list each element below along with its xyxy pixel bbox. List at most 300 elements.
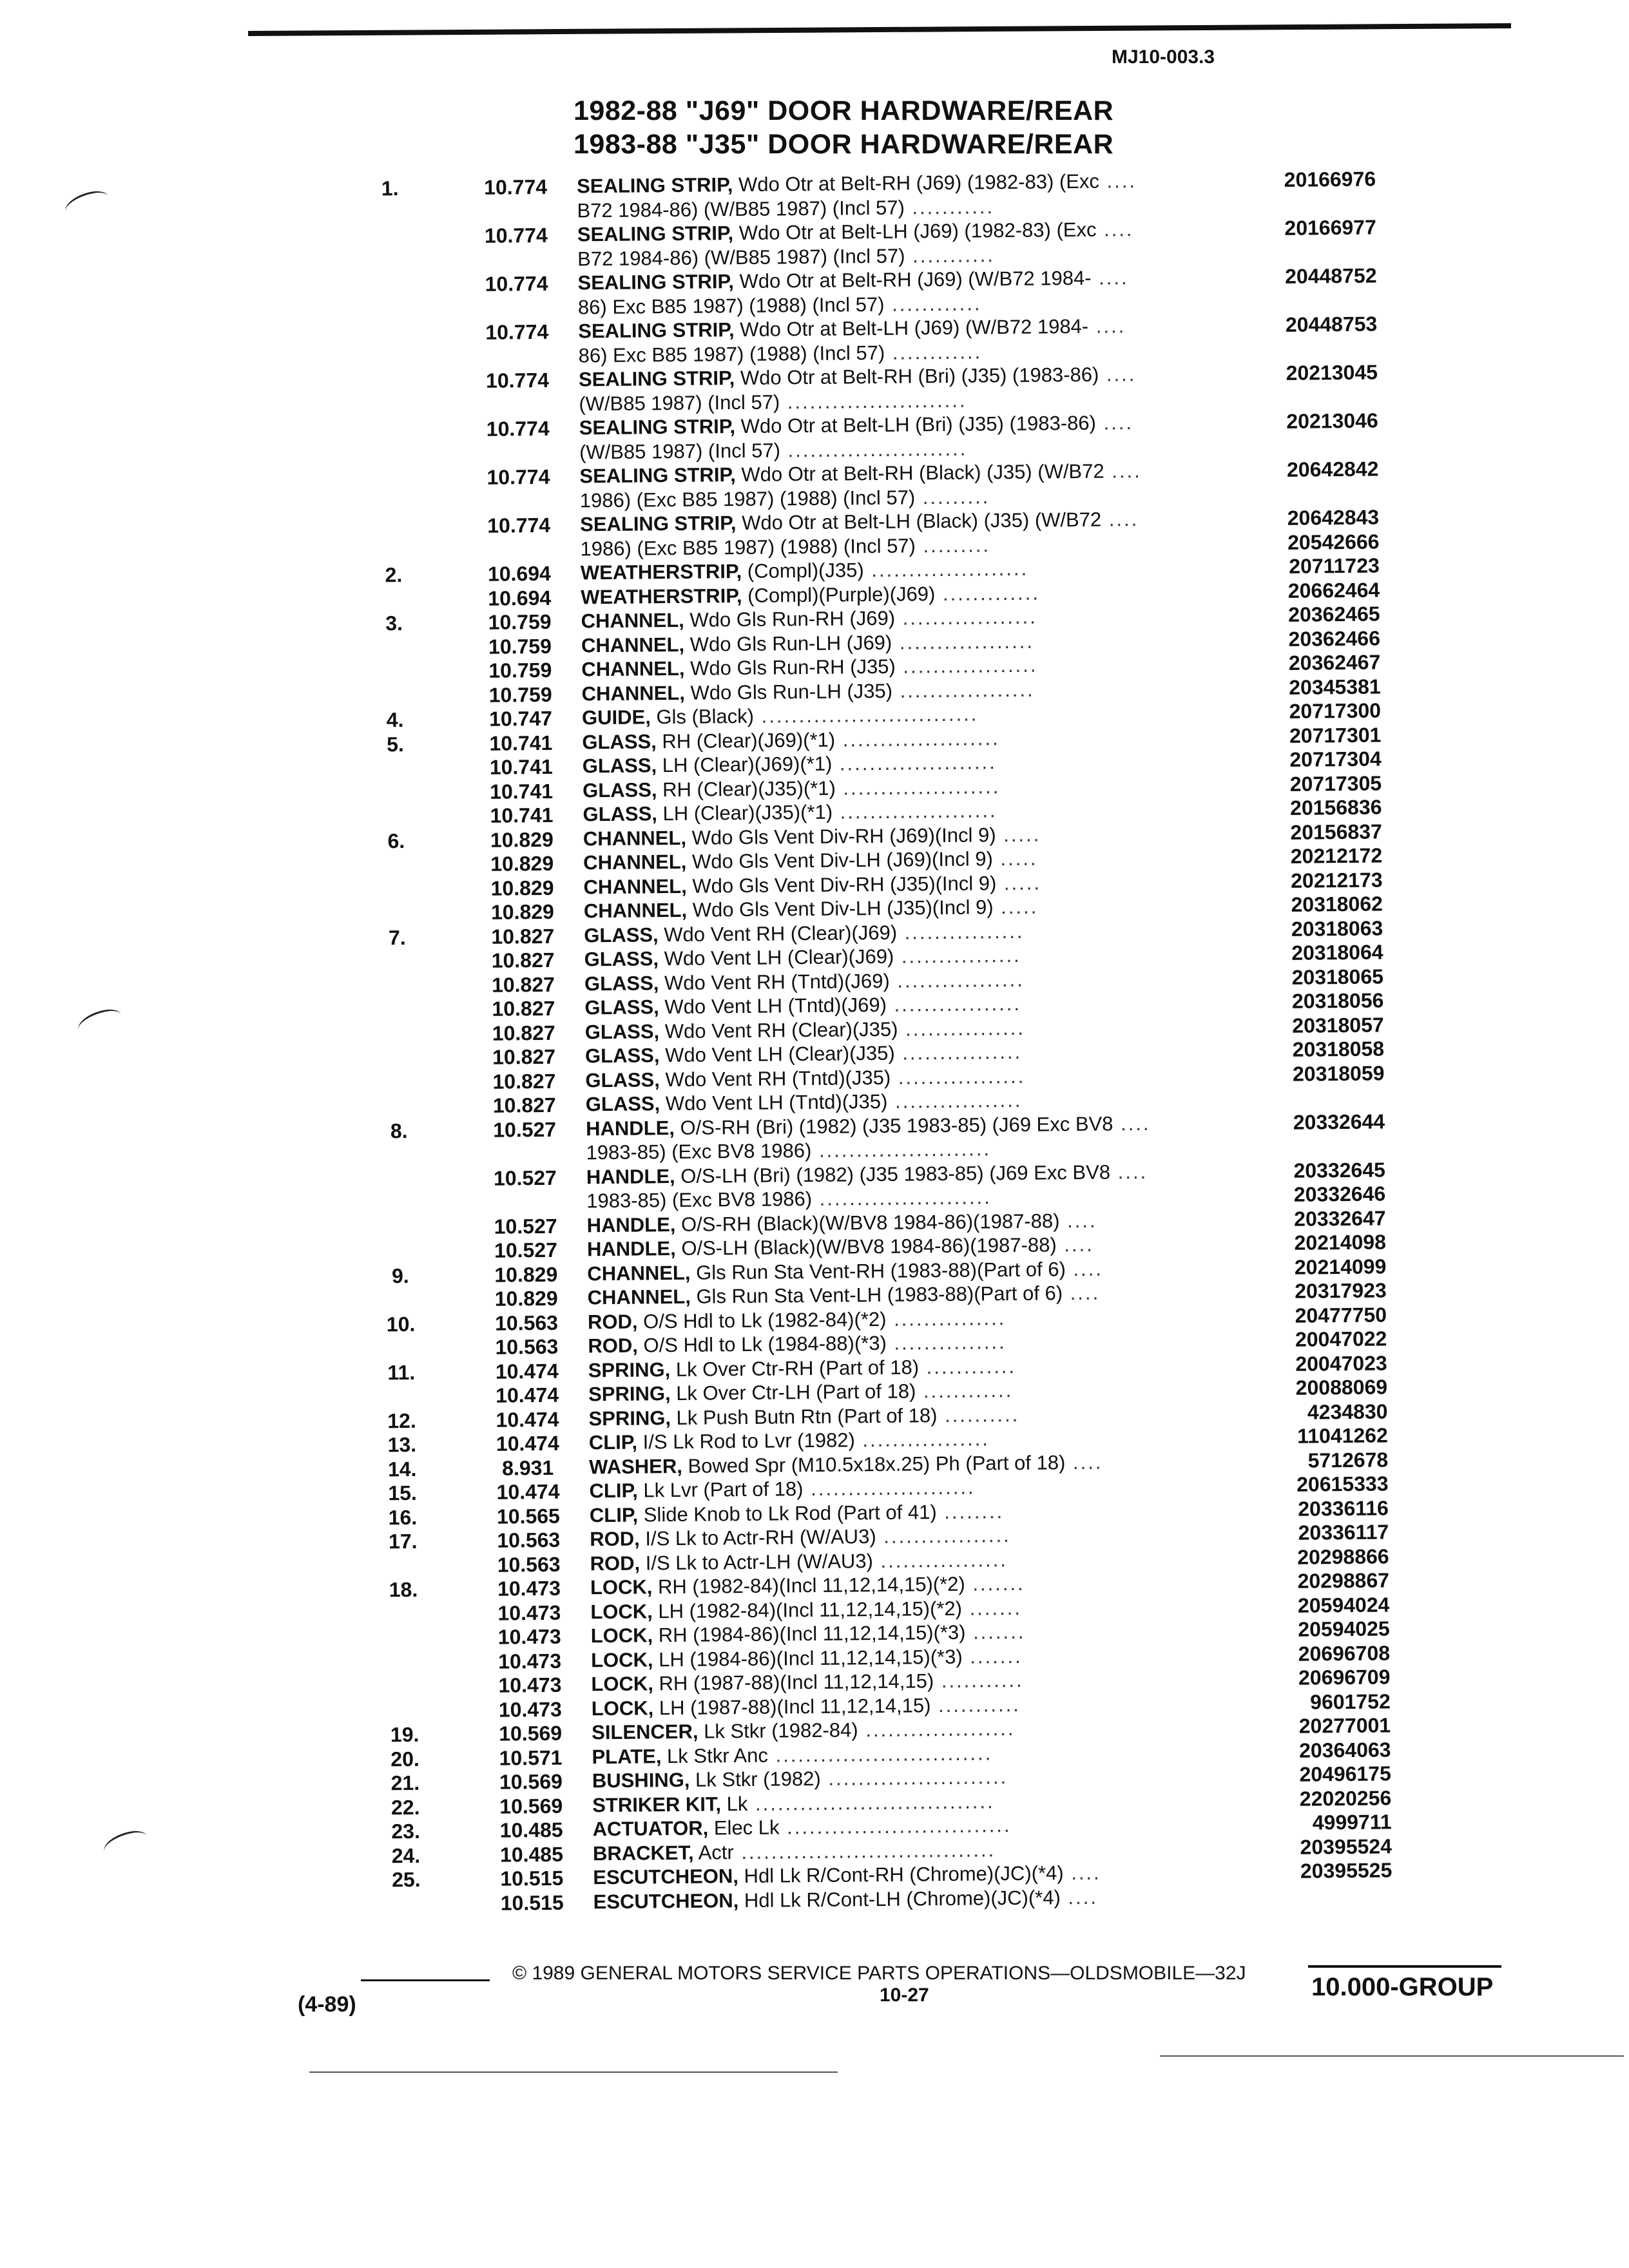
part-description bbox=[588, 1331, 1007, 1358]
part-description bbox=[579, 459, 1142, 488]
part-number: 20336116 bbox=[1298, 1495, 1389, 1521]
part-number: 4234830 bbox=[1307, 1399, 1388, 1424]
item-number bbox=[376, 756, 415, 757]
part-detail: RH (Clear)(J35)(*1) bbox=[662, 776, 836, 801]
part-detail: RH (1984-86)(Incl 11,12,14,15)(*3) bbox=[658, 1620, 966, 1647]
part-detail: B72 1984-86) (W/B85 1987) (Incl 57) bbox=[577, 244, 905, 270]
part-name: LOCK, bbox=[591, 1672, 654, 1696]
part-number: 20214098 bbox=[1294, 1230, 1387, 1254]
part-detail: LH (1984-86)(Incl 11,12,14,15)(*3) bbox=[658, 1645, 963, 1671]
leader-dots: ............ bbox=[885, 340, 983, 364]
item-number bbox=[381, 1288, 420, 1289]
leader-dots: .... bbox=[1101, 508, 1139, 531]
part-detail: Wdo Gls Vent Div-LH (J35)(Incl 9) bbox=[692, 896, 994, 921]
part-name: LOCK, bbox=[590, 1624, 653, 1648]
leader-dots: ........................ bbox=[780, 437, 968, 461]
part-description bbox=[578, 314, 1126, 343]
part-detail: (W/B85 1987) (Incl 57) bbox=[579, 438, 781, 463]
part-description bbox=[592, 1765, 1008, 1792]
part-description bbox=[583, 751, 997, 778]
item-number: 24. bbox=[391, 1843, 421, 1867]
section-number: 10.563 bbox=[495, 1334, 559, 1359]
part-name: GUIDE, bbox=[581, 706, 651, 729]
part-number: 20594024 bbox=[1297, 1592, 1390, 1617]
leader-dots: ................. bbox=[889, 968, 1025, 992]
section-number: 10.741 bbox=[489, 754, 553, 779]
item-number bbox=[376, 780, 415, 781]
leader-dots: ....................... bbox=[811, 1137, 992, 1162]
item-number bbox=[372, 345, 410, 346]
leader-dots: ............ bbox=[918, 1354, 1017, 1378]
part-detail: Wdo Otr at Belt-RH (J69) (W/B72 1984- bbox=[739, 266, 1092, 293]
item-number bbox=[375, 635, 414, 636]
leader-dots: .... bbox=[1056, 1233, 1094, 1256]
section-number: 10.563 bbox=[497, 1552, 561, 1577]
part-name: SPRING, bbox=[588, 1358, 671, 1381]
part-detail: (W/B85 1987) (Incl 57) bbox=[579, 390, 780, 415]
part-detail: Lk Lvr (Part of 18) bbox=[643, 1477, 804, 1502]
part-number: 20696708 bbox=[1298, 1640, 1391, 1666]
part-description bbox=[586, 1111, 1151, 1140]
part-name: SPRING, bbox=[588, 1406, 671, 1430]
part-detail: B72 1984-86) (W/B85 1987) (Incl 57) bbox=[577, 196, 905, 222]
section-number: 10.827 bbox=[491, 972, 555, 997]
part-number: 20318064 bbox=[1291, 940, 1383, 965]
part-description bbox=[577, 266, 1128, 294]
part-number: 4999711 bbox=[1312, 1810, 1392, 1834]
part-name: GLASS, bbox=[584, 923, 659, 947]
part-description bbox=[588, 1307, 1007, 1334]
item-number bbox=[380, 1191, 419, 1192]
section-number: 10.759 bbox=[488, 682, 552, 707]
section-number: 10.774 bbox=[484, 223, 548, 247]
part-number: 20642843 bbox=[1287, 505, 1380, 530]
part-name: CLIP, bbox=[588, 1430, 638, 1454]
section-number: 10.527 bbox=[494, 1238, 558, 1262]
part-description bbox=[588, 1403, 1019, 1430]
leader-dots: ........... bbox=[905, 243, 996, 267]
part-detail: (Compl)(J35) bbox=[747, 559, 864, 582]
section-number: 10.774 bbox=[486, 416, 550, 441]
part-number: 20717301 bbox=[1289, 722, 1382, 747]
item-number: 10. bbox=[386, 1312, 416, 1336]
section-number: 10.774 bbox=[487, 513, 551, 537]
part-name: SPRING, bbox=[588, 1382, 671, 1406]
part-description bbox=[589, 1476, 975, 1503]
section-number: 10.571 bbox=[499, 1745, 563, 1770]
section-number: 10.527 bbox=[493, 1117, 557, 1142]
part-detail: Wdo Vent RH (Tntd)(J35) bbox=[665, 1066, 891, 1091]
part-detail: Wdo Gls Vent Div-RH (J35)(Incl 9) bbox=[692, 871, 997, 898]
part-number: 20332644 bbox=[1293, 1109, 1385, 1134]
part-detail: Wdo Otr at Belt-LH (J69) (W/B72 1984- bbox=[740, 314, 1089, 341]
part-description bbox=[577, 218, 1134, 246]
part-description bbox=[584, 992, 1021, 1020]
part-detail: RH (Clear)(J69)(*1) bbox=[662, 728, 836, 753]
part-number: 20662464 bbox=[1287, 577, 1380, 602]
copyright-notice: © 1989 GENERAL MOTORS SERVICE PARTS OPERATIONS—OLDSMOBILE—32J bbox=[512, 1963, 1246, 1984]
leader-dots: ............................. bbox=[753, 702, 979, 727]
section-number: 8.931 bbox=[501, 1456, 554, 1480]
section-number: 10.827 bbox=[492, 1044, 556, 1069]
bottom-rule bbox=[1160, 2055, 1624, 2057]
part-number: 20317923 bbox=[1295, 1278, 1387, 1303]
leader-dots: ............................. bbox=[767, 1741, 993, 1767]
item-number bbox=[379, 1022, 418, 1023]
item-number bbox=[379, 1046, 418, 1047]
part-number: 20318059 bbox=[1292, 1061, 1385, 1086]
leader-dots: ..................... bbox=[832, 799, 998, 823]
leader-dots: .... bbox=[1065, 1257, 1104, 1280]
part-name: SEALING STRIP, bbox=[579, 415, 736, 439]
item-number: 15. bbox=[388, 1481, 417, 1505]
item-number bbox=[374, 490, 412, 491]
part-description bbox=[585, 1041, 1022, 1068]
part-name: CHANNEL, bbox=[583, 850, 687, 874]
leader-dots: .... bbox=[1096, 218, 1134, 241]
part-number: 9601752 bbox=[1310, 1689, 1391, 1714]
leader-dots: ................ bbox=[896, 919, 1025, 944]
part-name: LOCK, bbox=[591, 1696, 654, 1720]
section-number: 10.774 bbox=[485, 271, 548, 296]
leader-dots: ............... bbox=[886, 1306, 1007, 1331]
section-number: 10.473 bbox=[497, 1600, 561, 1625]
part-detail: Wdo Vent RH (Tntd)(J69) bbox=[664, 969, 890, 994]
part-description bbox=[588, 1379, 1013, 1406]
page-title-line-2: 1983-88 "J35" DOOR HARDWARE/REAR bbox=[574, 129, 1114, 160]
section-number: 10.827 bbox=[491, 948, 555, 972]
footer-rule bbox=[1308, 1965, 1501, 1968]
part-number: 20395524 bbox=[1300, 1834, 1393, 1859]
section-number: 10.759 bbox=[488, 610, 552, 634]
part-detail: Hdl Lk R/Cont-RH (Chrome)(JC)(*4) bbox=[744, 1861, 1064, 1888]
part-name: ROD, bbox=[590, 1527, 640, 1551]
part-description bbox=[590, 1596, 1022, 1623]
item-number: 8. bbox=[390, 1119, 408, 1142]
part-number: 20047022 bbox=[1295, 1327, 1387, 1351]
part-number: 20542666 bbox=[1287, 529, 1380, 554]
leader-dots: ..................... bbox=[835, 774, 1001, 800]
part-name: BUSHING, bbox=[592, 1768, 690, 1792]
part-description bbox=[592, 1693, 1021, 1720]
part-detail: Lk Stkr (1982) bbox=[695, 1767, 821, 1791]
part-detail: Wdo Gls Vent Div-RH (J69)(Incl 9) bbox=[691, 823, 996, 849]
part-description bbox=[587, 1233, 1094, 1262]
part-description bbox=[577, 169, 1137, 198]
part-detail: 1986) (Exc B85 1987) (1988) (Incl 57) bbox=[580, 533, 916, 560]
part-number: 20318057 bbox=[1292, 1012, 1384, 1037]
section-number: 10.827 bbox=[492, 1093, 556, 1117]
section-number: 10.759 bbox=[488, 634, 552, 658]
top-rule bbox=[248, 23, 1511, 36]
leader-dots: ..... bbox=[996, 871, 1042, 894]
section-number: 10.747 bbox=[488, 706, 553, 731]
section-number: 10.485 bbox=[499, 1842, 564, 1867]
part-description bbox=[583, 775, 1001, 802]
leader-dots: ..................... bbox=[863, 557, 1029, 582]
item-number bbox=[378, 901, 416, 902]
part-name: ACTUATOR, bbox=[592, 1816, 709, 1841]
part-number: 20345381 bbox=[1289, 674, 1381, 699]
part-description bbox=[582, 702, 979, 729]
leader-dots: ....... bbox=[965, 1620, 1026, 1644]
part-description bbox=[592, 1814, 1011, 1841]
item-number: 13. bbox=[387, 1432, 417, 1457]
item-number: 16. bbox=[388, 1505, 418, 1529]
leader-dots: ....................... bbox=[811, 1186, 992, 1210]
part-detail: O/S-RH (Bri) (1982) (J35 1983-85) (J69 Exc BV8 bbox=[680, 1111, 1113, 1139]
part-number: 20332647 bbox=[1294, 1206, 1386, 1231]
leader-dots: ....... bbox=[965, 1571, 1025, 1595]
section-number: 10.827 bbox=[491, 924, 555, 948]
part-description bbox=[588, 1354, 1017, 1381]
part-name: SEALING STRIP, bbox=[578, 318, 735, 343]
part-detail: LH (1982-84)(Incl 11,12,14,15)(*2) bbox=[658, 1597, 963, 1622]
part-name: CHANNEL, bbox=[587, 1261, 691, 1285]
section-number: 10.474 bbox=[495, 1359, 559, 1383]
part-number: 20156837 bbox=[1290, 819, 1382, 844]
part-description bbox=[583, 847, 1038, 875]
part-detail: Elec Lk bbox=[713, 1816, 780, 1840]
part-number: 20594025 bbox=[1298, 1617, 1390, 1641]
section-number: 10.515 bbox=[500, 1890, 564, 1915]
item-number bbox=[379, 1070, 418, 1071]
leader-dots: ................. bbox=[887, 1088, 1023, 1113]
section-number: 10.694 bbox=[487, 561, 552, 586]
item-number: 25. bbox=[391, 1867, 421, 1892]
part-detail: Wdo Gls Run-RH (J69) bbox=[689, 606, 896, 631]
part-number: 20717304 bbox=[1289, 747, 1382, 771]
part-name: ROD, bbox=[590, 1552, 641, 1575]
section-number: 10.759 bbox=[488, 658, 552, 682]
part-detail: Actr bbox=[698, 1840, 734, 1864]
part-name: CHANNEL, bbox=[583, 874, 687, 898]
item-number bbox=[378, 998, 417, 999]
part-name: GLASS, bbox=[582, 729, 657, 753]
part-detail: Gls Run Sta Vent-LH (1983-88)(Part of 6) bbox=[696, 1282, 1063, 1308]
part-description bbox=[577, 244, 995, 271]
part-detail: I/S Lk to Actr-RH (W/AU3) bbox=[645, 1525, 876, 1550]
item-number: 18. bbox=[389, 1577, 418, 1602]
part-description bbox=[586, 1137, 991, 1164]
part-number: 20362465 bbox=[1288, 602, 1380, 626]
part-name: CHANNEL, bbox=[583, 826, 687, 850]
part-description bbox=[582, 678, 1035, 706]
part-name: SILENCER, bbox=[591, 1720, 699, 1744]
section-number: 10.515 bbox=[500, 1866, 564, 1890]
item-number bbox=[385, 1626, 423, 1627]
part-name: ROD, bbox=[587, 1310, 638, 1333]
part-number: 20214099 bbox=[1294, 1254, 1387, 1279]
parts-list bbox=[0, 165, 1629, 1920]
leader-dots: .... bbox=[1110, 1160, 1148, 1184]
part-description bbox=[585, 1064, 1025, 1092]
part-number: 20711723 bbox=[1289, 553, 1380, 578]
part-number: 20615333 bbox=[1296, 1472, 1389, 1496]
leader-dots: ............. bbox=[935, 581, 1041, 605]
leader-dots: ........... bbox=[904, 195, 995, 219]
part-description bbox=[581, 654, 1037, 682]
part-detail: Lk Over Ctr-RH (Part of 18) bbox=[675, 1355, 920, 1381]
part-description bbox=[592, 1717, 1016, 1744]
part-description bbox=[579, 411, 1134, 439]
leader-dots: .... bbox=[1065, 1450, 1103, 1474]
item-number: 12. bbox=[387, 1408, 416, 1432]
part-description bbox=[578, 292, 982, 319]
part-detail: Wdo Otr at Belt-LH (Bri) (J35) (1983-86) bbox=[740, 411, 1097, 437]
part-detail: Wdo Gls Run-LH (J69) bbox=[689, 631, 892, 656]
part-name: WEATHERSTRIP, bbox=[581, 584, 742, 608]
part-description bbox=[583, 823, 1041, 850]
part-detail: Gls Run Sta Vent-RH (1983-88)(Part of 6) bbox=[695, 1257, 1066, 1284]
item-number bbox=[385, 1650, 423, 1651]
part-detail: RH (1982-84)(Incl 11,12,14,15)(*2) bbox=[657, 1572, 965, 1599]
part-detail: 1986) (Exc B85 1987) (1988) (Incl 57) bbox=[579, 485, 916, 512]
part-name: HANDLE, bbox=[586, 1213, 676, 1236]
leader-dots: .... bbox=[1099, 169, 1137, 193]
part-detail: Lk Over Ctr-LH (Part of 18) bbox=[676, 1379, 916, 1405]
part-detail: Wdo Otr at Belt-LH (J69) (1982-83) (Exc bbox=[738, 218, 1097, 244]
part-number: 20318063 bbox=[1291, 916, 1383, 941]
leader-dots: .................. bbox=[895, 653, 1038, 678]
part-name: SEALING STRIP, bbox=[579, 463, 736, 488]
part-number: 22020256 bbox=[1299, 1785, 1392, 1811]
part-description bbox=[584, 968, 1025, 995]
part-detail: RH (1987-88)(Incl 11,12,14,15) bbox=[659, 1669, 934, 1695]
leader-dots: .... bbox=[1062, 1281, 1101, 1305]
leader-dots: .... bbox=[1113, 1111, 1151, 1135]
part-number: 20362467 bbox=[1288, 650, 1381, 675]
part-detail: Wdo Otr at Belt-RH (Bri) (J35) (1983-86) bbox=[740, 363, 1099, 389]
section-number: 10.829 bbox=[490, 851, 554, 876]
part-detail: O/S-RH (Black)(W/BV8 1984-86)(1987-88) bbox=[680, 1209, 1060, 1236]
part-description bbox=[581, 606, 1037, 633]
leader-dots: .................................. bbox=[733, 1838, 996, 1863]
part-description bbox=[590, 1500, 1005, 1527]
item-number bbox=[373, 418, 412, 419]
part-number: 20717300 bbox=[1289, 698, 1382, 723]
leader-dots: ......... bbox=[915, 533, 991, 557]
part-detail: Slide Knob to Lk Rod (Part of 41) bbox=[643, 1500, 937, 1526]
item-number bbox=[372, 297, 410, 298]
bottom-rule bbox=[309, 2071, 838, 2073]
part-detail: Wdo Vent LH (Tntd)(J69) bbox=[664, 993, 887, 1019]
part-description bbox=[584, 896, 1039, 923]
item-number bbox=[371, 200, 409, 201]
leader-dots: ................ bbox=[898, 1016, 1026, 1041]
leader-dots: ................. bbox=[876, 1524, 1011, 1548]
part-name: SEALING STRIP, bbox=[577, 222, 734, 246]
part-detail: Bowed Spr (M10.5x18x.25) Ph (Part of 18) bbox=[688, 1450, 1066, 1477]
part-description bbox=[582, 727, 1000, 754]
part-detail: Wdo Gls Run-LH (J35) bbox=[690, 679, 893, 704]
part-description bbox=[577, 195, 994, 222]
part-description bbox=[583, 871, 1041, 899]
part-detail: Gls (Black) bbox=[656, 704, 755, 729]
part-name: GLASS, bbox=[582, 778, 657, 802]
part-number: 20477750 bbox=[1295, 1302, 1387, 1327]
section-number: 10.741 bbox=[489, 731, 553, 755]
leader-dots: ....... bbox=[962, 1644, 1023, 1668]
part-name: GLASS, bbox=[582, 754, 657, 778]
leader-dots: .............................. bbox=[779, 1814, 1012, 1839]
item-number bbox=[371, 225, 410, 226]
part-description bbox=[585, 1016, 1026, 1044]
part-number: 20318065 bbox=[1291, 964, 1384, 989]
item-number: 3. bbox=[385, 611, 403, 635]
leader-dots: ................. bbox=[854, 1427, 990, 1452]
section-number: 10.565 bbox=[496, 1504, 561, 1528]
part-number: 20277001 bbox=[1298, 1713, 1391, 1738]
part-description bbox=[584, 919, 1025, 947]
part-name: CHANNEL, bbox=[581, 633, 685, 657]
item-number bbox=[374, 587, 413, 588]
item-number bbox=[373, 442, 412, 443]
part-description bbox=[591, 1669, 1024, 1696]
leader-dots: ..................... bbox=[832, 751, 997, 775]
part-detail: LH (Clear)(J35)(*1) bbox=[662, 800, 833, 825]
part-detail: (Compl)(Purple)(J69) bbox=[747, 582, 936, 607]
part-number: 20318056 bbox=[1291, 988, 1384, 1013]
part-description bbox=[589, 1450, 1103, 1479]
part-number: 20336117 bbox=[1298, 1520, 1389, 1544]
revision-date: (4-89) bbox=[298, 1992, 356, 2017]
part-number: 20364063 bbox=[1298, 1737, 1391, 1762]
part-detail: I/S Lk to Actr-LH (W/AU3) bbox=[645, 1549, 874, 1574]
leader-dots: .................. bbox=[894, 605, 1037, 629]
part-detail: O/S-LH (Black)(W/BV8 1984-86)(1987-88) bbox=[681, 1233, 1057, 1260]
part-name: WEATHERSTRIP, bbox=[580, 559, 742, 584]
leader-dots: .................. bbox=[892, 629, 1035, 654]
part-detail: Wdo Vent RH (Clear)(J69) bbox=[664, 921, 898, 946]
part-detail: LH (1987-88)(Incl 11,12,14,15) bbox=[659, 1693, 931, 1719]
leader-dots: .... bbox=[1088, 314, 1126, 338]
part-number: 20298866 bbox=[1297, 1544, 1389, 1569]
section-number: 10.485 bbox=[499, 1818, 563, 1842]
part-detail: O/S Hdl to Lk (1984-88)(*3) bbox=[643, 1331, 887, 1357]
part-number: 20448752 bbox=[1284, 264, 1377, 288]
part-number: 20156836 bbox=[1289, 795, 1382, 820]
part-detail: 1983-85) (Exc BV8 1986) bbox=[586, 1187, 813, 1213]
item-number bbox=[383, 1553, 422, 1554]
section-number: 10.473 bbox=[497, 1649, 562, 1673]
leader-dots: ...................... bbox=[803, 1475, 976, 1501]
part-number: 20496175 bbox=[1299, 1762, 1392, 1786]
part-description bbox=[591, 1644, 1023, 1671]
part-number: 20448753 bbox=[1285, 312, 1378, 336]
part-description bbox=[587, 1257, 1103, 1285]
part-description bbox=[581, 581, 1040, 609]
part-description bbox=[579, 437, 968, 464]
part-description bbox=[584, 944, 1021, 972]
item-number: 19. bbox=[390, 1722, 419, 1747]
leader-dots: ..... bbox=[996, 823, 1041, 846]
part-name: HANDLE, bbox=[585, 1116, 675, 1140]
part-detail: Wdo Gls Run-RH (J35) bbox=[689, 655, 896, 680]
section-number: 10.527 bbox=[494, 1214, 557, 1238]
part-description bbox=[586, 1209, 1097, 1237]
leader-dots: ................................ bbox=[747, 1789, 995, 1815]
leader-dots: ......... bbox=[915, 485, 990, 508]
item-number: 9. bbox=[391, 1264, 409, 1287]
part-detail: Lk bbox=[726, 1792, 748, 1815]
part-detail: Wdo Otr at Belt-LH (Black) (J35) (W/B72 bbox=[741, 508, 1102, 534]
part-detail: Lk Stkr Anc bbox=[666, 1744, 769, 1767]
part-description bbox=[581, 557, 1029, 585]
part-number: 20318058 bbox=[1292, 1037, 1385, 1061]
part-description bbox=[593, 1861, 1101, 1890]
item-number bbox=[380, 1143, 418, 1144]
